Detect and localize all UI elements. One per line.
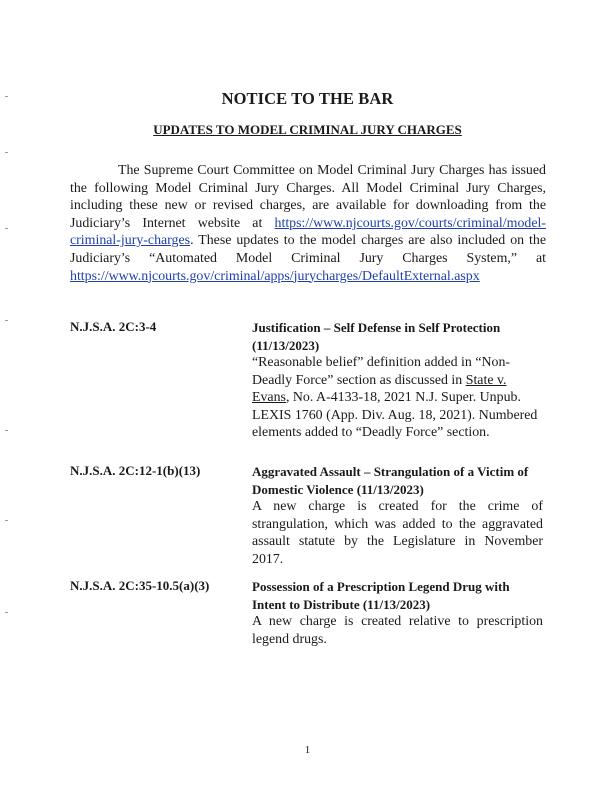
intro-text-part2: . These updates to the model charges are also included on the Judiciary’s “Automated Model Criminal Jury Charges System,” at <box>70 233 546 266</box>
charge-title: Possession of a Prescription Legend Drug with Intent to Distribute (11/13/2023) <box>252 579 510 612</box>
charge-title: Aggravated Assault – Strangulation of a Victim of Domestic Violence (11/13/2023) <box>252 464 529 497</box>
charge-description <box>252 578 543 648</box>
statute-citation: N.J.S.A. 2C:12-1(b)(13) <box>70 463 201 478</box>
notice-subtitle: UPDATES TO MODEL CRIMINAL JURY CHARGES <box>153 122 462 137</box>
jury-charges-system-link[interactable]: https://www.njcourts.gov/criminal/apps/jurycharges/DefaultExternal.aspx <box>70 268 480 284</box>
charge-description <box>252 463 543 568</box>
charge-description <box>252 319 543 442</box>
statute-citation: N.J.S.A. 2C:3-4 <box>70 319 157 334</box>
scan-margin-mark <box>5 152 8 153</box>
page-number: 1 <box>304 744 311 756</box>
intro-text-part1: The Supreme Court Committee on Model Criminal Jury Charges has issued the following Model Criminal Jury Charges. All Model Criminal Jury Charges, including these new or revised charges, are available for downloading from the Judiciary’s Internet website at <box>70 163 546 231</box>
scan-margin-mark <box>5 612 8 613</box>
notice-title: NOTICE TO THE BAR <box>221 89 394 108</box>
scan-margin-mark <box>5 430 8 431</box>
charge-body-part1: “Reasonable belief” definition added in “Non-Deadly Force” section as discussed in <box>252 355 511 388</box>
charge-body <box>252 354 543 442</box>
statute-citation: N.J.S.A. 2C:35-10.5(a)(3) <box>70 578 210 593</box>
charge-body: A new charge is created relative to prescription legend drugs. <box>252 614 543 647</box>
intro-paragraph <box>70 162 546 285</box>
scan-margin-mark <box>5 520 8 521</box>
scan-margin-mark <box>5 320 8 321</box>
case-name: State v. Evans <box>252 372 507 405</box>
scan-margin-mark <box>5 228 8 229</box>
charge-body-part2: , No. A-4133-18, 2021 N.J. Super. Unpub. LEXIS 1760 (App. Div. Aug. 18, 2021). Numbered elements added to “Deadly Force” section. <box>252 390 538 440</box>
model-charges-link[interactable]: https://www.njcourts.gov/courts/criminal/model-criminal-jury-charges <box>70 215 546 249</box>
charge-body: A new charge is created for the crime of strangulation, which was added to the aggravated assault statute by the Legislature in November 2017. <box>252 499 543 567</box>
charge-title: Justification – Self Defense in Self Protection (11/13/2023) <box>252 320 501 353</box>
